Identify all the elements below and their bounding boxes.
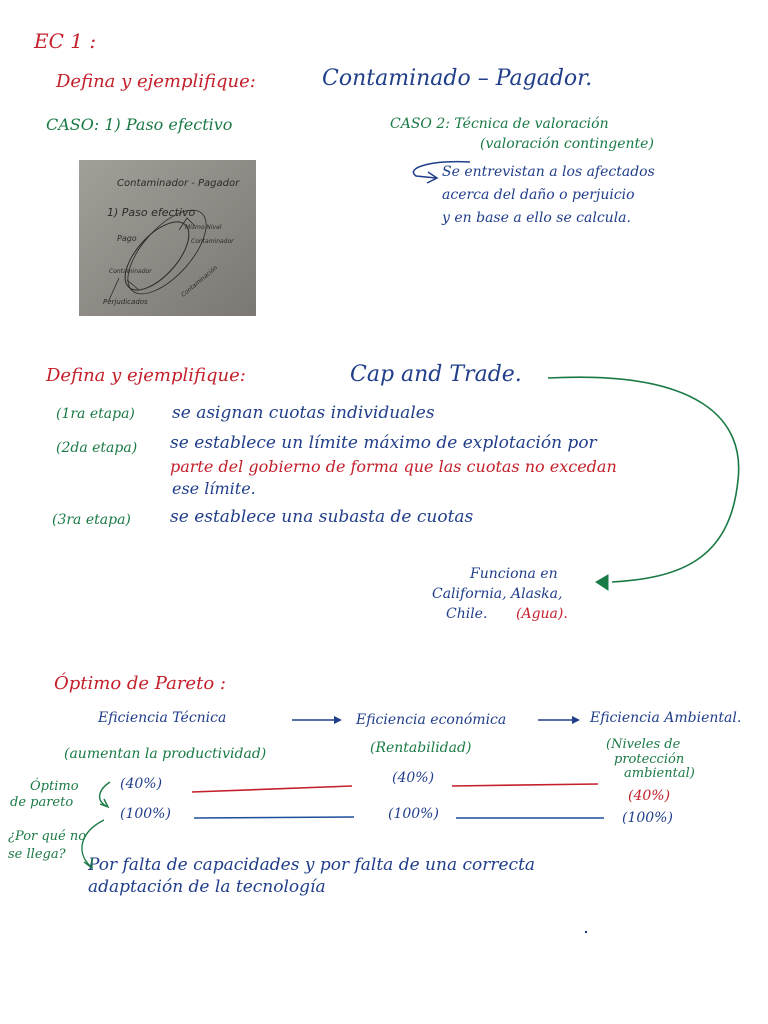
flow-technical: Eficiencia Técnica [98, 710, 227, 726]
answer-line2: adaptación de la tecnología [88, 877, 326, 897]
step2-text-end: ese límite. [172, 479, 256, 498]
step3-tag: (3ra etapa) [52, 512, 131, 528]
pct-c100: (100%) [622, 810, 673, 826]
step1-text: se asignan cuotas individuales [172, 403, 435, 423]
section1-subject: Contaminado – Pagador. [322, 66, 593, 91]
case2-desc-line1: Se entrevistan a los afectados [442, 164, 655, 180]
note-protection-2: protección [614, 752, 685, 767]
step2-tag: (2da etapa) [56, 440, 138, 456]
note-line3: Chile. [446, 606, 488, 622]
pareto-note-1: Óptimo [30, 779, 79, 794]
photo-label-contaminador2: Contaminador [109, 268, 152, 275]
level-line-a100 [194, 817, 354, 818]
step1-tag: (1ra etapa) [56, 406, 135, 422]
photo-label-perjudicados: Perjudicados [103, 298, 148, 306]
step2-text: se establece un límite máximo de explotación por [170, 433, 597, 453]
note-profitability: (Rentabilidad) [370, 740, 472, 756]
photo-label-pago: Pago [117, 234, 137, 243]
pct-c40: (40%) [628, 788, 671, 804]
level-line-b40 [452, 784, 598, 786]
step2-text-red: parte del gobierno de forma que las cuotas no excedan [170, 457, 617, 476]
case2-desc-line3: y en base a ello se calcula. [442, 210, 631, 226]
section2-subject: Cap and Trade. [350, 362, 522, 387]
flow-environmental: Eficiencia Ambiental. [590, 710, 742, 726]
case2-arrow-icon [413, 162, 470, 178]
arrowhead-icon [596, 575, 608, 590]
step3-text: se establece una subasta de cuotas [170, 507, 474, 527]
case1-label: CASO: 1) Paso efectivo [46, 115, 233, 134]
photo-subtitle: 1) Paso efectivo [107, 206, 196, 219]
level-line-a40 [192, 786, 352, 792]
note-line1: Funciona en [470, 566, 558, 582]
pct-a40: (40%) [120, 776, 163, 792]
pct-b40: (40%) [392, 770, 435, 786]
question-line1: ¿Por qué no [8, 829, 87, 844]
case2-title: CASO 2: Técnica de valoración [390, 116, 609, 132]
section1-title: Defina y ejemplifique: [56, 71, 256, 92]
page-heading: EC 1 : [34, 29, 97, 53]
note-line2: California, Alaska, [432, 586, 563, 602]
note-protection-3: ambiental) [624, 766, 695, 781]
note-productivity: (aumentan la productividad) [64, 746, 267, 762]
answer-line1: Por falta de capacidades y por falta de una correcta [88, 855, 536, 875]
case2-subtitle: (valoración contingente) [480, 136, 654, 152]
photo-label-contaminador: Contaminador [191, 238, 234, 245]
pct-b100: (100%) [388, 806, 439, 822]
flow-economic: Eficiencia económica [356, 712, 507, 728]
note-protection-1: (Niveles de [606, 737, 681, 752]
photo-label-nivel: Mismo Nivel [185, 224, 222, 231]
case2-desc-line2: acerca del daño o perjuicio [442, 187, 635, 203]
pareto-note-2: de pareto [10, 795, 74, 810]
cap-trade-arrow-icon [548, 377, 739, 582]
section3-title: Óptimo de Pareto : [54, 673, 226, 694]
section2-title: Defina y ejemplifique: [46, 365, 246, 386]
photo-label-contaminacion: Contaminación [180, 264, 220, 299]
question-line2: se llega? [8, 847, 66, 862]
pct-a100: (100%) [120, 806, 171, 822]
photo-title: Contaminador - Pagador [117, 178, 240, 189]
note-water: (Agua). [516, 606, 568, 622]
